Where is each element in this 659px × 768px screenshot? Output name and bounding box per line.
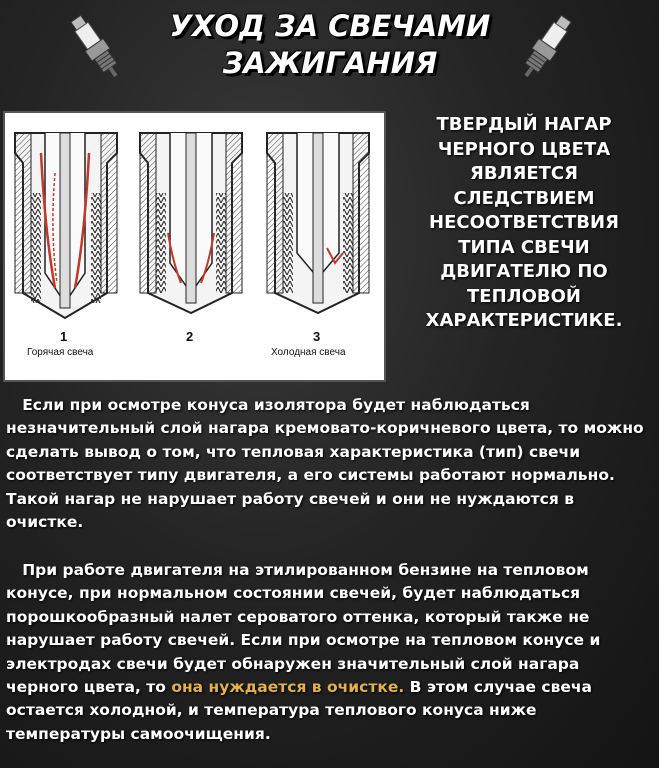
title-line-1: УХОД ЗА СВЕЧАМИ xyxy=(169,9,491,43)
title-line-2: ЗАЖИГАНИЯ xyxy=(222,46,438,80)
paragraph-2 xyxy=(6,559,654,746)
plug-caption-3: Холодная свеча xyxy=(271,347,346,358)
paragraph-2-part-1: При работе двигателя на этилированном бензине на тепловом конусе, при нормальном состоянии свечей, будет наблюдаться порошкообразный налет сероватого оттенка, который также не нарушает работу свечей. Если при осмотре на тепловом конусе и электродах свечи будет обнаружен значительный слой нагара черного цвета, то xyxy=(6,561,601,697)
spark-plug-icon xyxy=(62,10,132,88)
paragraph-1 xyxy=(6,394,654,534)
paragraph-2-highlight: она нуждается в очистке. xyxy=(171,678,405,697)
spark-plug-diagram xyxy=(3,111,386,382)
page-title xyxy=(140,8,520,82)
plug-section-cold xyxy=(267,133,369,313)
plug-number-2: 2 xyxy=(186,329,194,344)
plug-section-hot xyxy=(15,133,117,318)
paragraph-1-text: Если при осмотре конуса изолятора будет наблюдаться незначительный слой нагара кремовато-коричневого цвета, то можно сделать вывод о том, что тепловая характеристика (тип) свечи соответствует типу двигателя, а его системы работают нормально. Такой нагар не нарушает работу свечей и они не нуждаются в очистке. xyxy=(6,396,644,532)
paragraph-2-part-2: В этом случае свеча остается холодной, и температура теплового конуса ниже температуры самоочищения. xyxy=(6,678,593,743)
side-note: ТВЕРДЫЙ НАГАР ЧЕРНОГО ЦВЕТА ЯВЛЯЕТСЯ СЛЕДСТВИЕМ НЕСООТВЕТСТВИЯ ТИПА СВЕЧИ ДВИГАТЕЛЮ ПО ТЕПЛОВОЙ ХАРАКТЕРИСТИКЕ. xyxy=(425,114,623,331)
spark-plug-icon xyxy=(510,10,580,88)
plug-caption-1: Горячая свеча xyxy=(27,347,94,358)
plug-section-medium xyxy=(140,133,242,313)
plug-number-3: 3 xyxy=(313,329,321,344)
plug-number-1: 1 xyxy=(60,329,68,344)
